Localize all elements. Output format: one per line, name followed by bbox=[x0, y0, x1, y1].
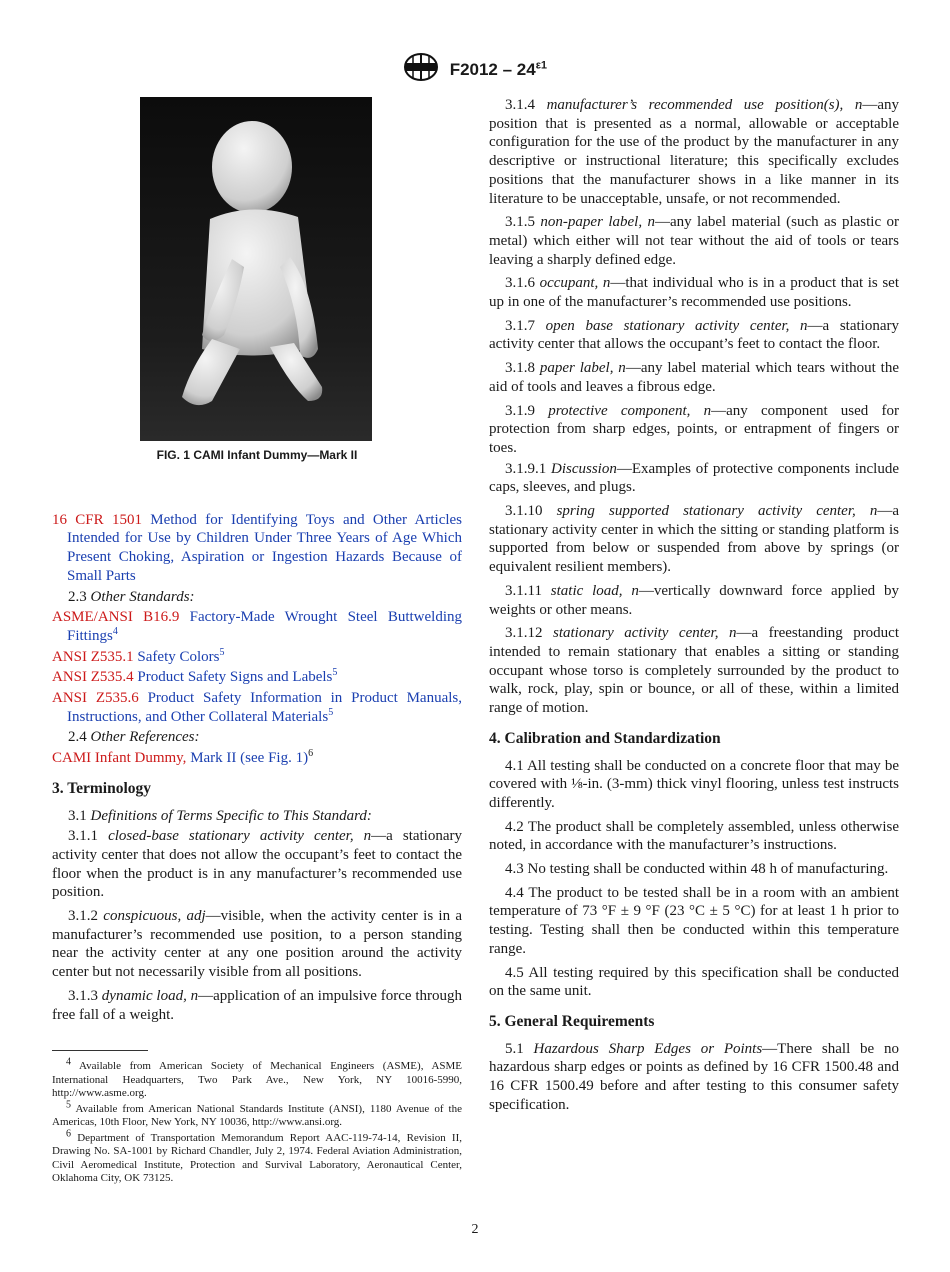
right-column bbox=[489, 96, 899, 1119]
section-heading-general-requirements: 5. General Requirements bbox=[489, 1012, 655, 1030]
definition-3-1-12: 3.1.12 stationary activity center, n—a freestanding product intended to remain stationary that enables a sitting or standing occupant whose torso is completely surrounded by the product to walk, rock, play, spin or bounce, or all of these, within a limited range of motion. bbox=[489, 625, 900, 717]
reference-link[interactable]: Product Safety Signs and Labels$^5$ bbox=[137, 667, 338, 686]
definition-3-1-10: 3.1.10 spring supported stationary activity center, n—a stationary activity center in which the sitting or standing platform is supported from below or suspended from above by springs (or equivalent resilient members). bbox=[489, 503, 900, 576]
footnote-5: $^5$ Available from American National Standards Institute (ANSI), 1180 Avenue of the Americas, 10th Floor, New York, NY 10036, http://www.ansi.org. bbox=[52, 1098, 462, 1128]
footnotes bbox=[52, 1050, 462, 1188]
reference-b16-9 bbox=[52, 608, 462, 645]
clause-4-1: 4.1 All testing shall be conducted on a concrete floor that may be covered with ⅛-in. (3-mm) thick vinyl flooring, unless test instructs differently. bbox=[489, 757, 899, 811]
definition-3-1-3: 3.1.3 dynamic load, n—application of an impulsive force through free fall of a weight. bbox=[52, 987, 463, 1023]
page-header bbox=[0, 52, 950, 87]
reference-link[interactable]: Factory-Made Wrought Steel Buttwelding Fittings$^4$ bbox=[67, 609, 463, 644]
clause-4-2: 4.2 The product shall be completely assembled, unless otherwise noted, in accordance with the manufacturer’s instructions. bbox=[489, 818, 899, 854]
definition-3-1-8: 3.1.8 paper label, n—any label material which tears without the aid of tools and leaves a fibrous edge. bbox=[489, 360, 899, 395]
reference-link[interactable]: Product Safety Information in Product Manuals, Instructions, and Other Collateral Materials$^5$ bbox=[67, 690, 463, 725]
definition-3-1-9: 3.1.9 protective component, n—any component used for protection from sharp edges, points, or entrapment of fingers or toes. bbox=[489, 402, 899, 456]
reference-link[interactable]: Mark II (see Fig. 1) bbox=[190, 750, 309, 767]
reference-cami: CAMI Infant Dummy, Mark II (see Fig. 1)$^6$ bbox=[52, 748, 314, 767]
reference-code[interactable]: ANSI Z535.6 bbox=[52, 690, 139, 707]
reference-code[interactable]: 16 CFR 1501 bbox=[52, 511, 142, 528]
reference-z535-4 bbox=[52, 668, 462, 687]
cami-infant-dummy-photo bbox=[140, 97, 372, 441]
reference-z535-6 bbox=[52, 689, 462, 726]
definition-3-1-9-1: 3.1.9.1 Discussion—Examples of protective components include caps, sleeves, and plugs. bbox=[489, 460, 899, 496]
section-heading-calibration: 4. Calibration and Standardization bbox=[489, 729, 721, 747]
reference-code[interactable]: CAMI Infant Dummy, bbox=[52, 750, 187, 767]
reference-16cfr1501 bbox=[52, 511, 462, 586]
definition-3-1-4: 3.1.4 manufacturer’s recommended use position(s), n—any position that is presented as a normal, allowable or acceptable configuration for the use of the product by the manufacturer in any descriptive or instructional literature; this specifically excludes positions that the manufacturer shows in a like manner in its literature to be unacceptable, unsafe, or not recommended. bbox=[489, 97, 900, 207]
reference-link[interactable]: Method for Identifying Toys and Other Articles Intended for Use by Children Under Three Years of Age Which Present Choking, Aspiration or Ingestion Hazards Because of Small Parts bbox=[67, 511, 463, 584]
reference-z535-1 bbox=[52, 648, 462, 667]
footnote-6: $^6$ Department of Transportation Memorandum Report AAC-119-74-14, Revision II, Drawing No. SA-1001 by Richard Chandler, July 2, 1974. Federal Aviation Administration, Civil Aeromedical Institute, Protection and Survival Laboratory, Aeronautical Center, Oklahoma City, OK 73125. bbox=[52, 1127, 463, 1184]
definition-3-1: 3.1 Definitions of Terms Specific to This Standard: bbox=[68, 807, 372, 824]
clause-5-1: 5.1 Hazardous Sharp Edges or Points—There shall be no hazardous sharp edges or points as defined by 16 CFR 1500.48 and 16 CFR 1500.49 before and after testing to this consumer safety specification. bbox=[489, 1040, 899, 1113]
section-heading-terminology: 3. Terminology bbox=[52, 779, 152, 797]
astm-logo-icon bbox=[403, 52, 439, 87]
definition-3-1-7: 3.1.7 open base stationary activity center, n—a stationary activity center that allows the occupant’s feet to contact the floor. bbox=[489, 317, 899, 353]
clause-4-3: 4.3 No testing shall be conducted within 48 h of manufacturing. bbox=[505, 861, 889, 878]
definition-3-1-6: 3.1.6 occupant, n—that individual who is in a product that is set up in one of the manufacturer’s recommended use positions. bbox=[489, 275, 900, 311]
page-number: 2 bbox=[471, 1222, 479, 1237]
left-column bbox=[52, 96, 462, 1029]
figure-caption: FIG. 1 CAMI Infant Dummy—Mark II bbox=[156, 448, 358, 462]
section-2-3: 2.3 Other Standards: bbox=[68, 588, 195, 605]
section-2-4: 2.4 Other References: bbox=[68, 729, 200, 746]
clause-4-4: 4.4 The product to be tested shall be in a room with an ambient temperature of 73 °F ± 9 °F (23 °C ± 5 °C) for at least 1 h prior to testing. Testing shall then be conducted within this temperature range. bbox=[489, 884, 899, 957]
definition-3-1-5: 3.1.5 non-paper label, n—any label material (such as plastic or metal) which either will not tear without the aid of tools or tears leaving a sharply defined edge. bbox=[489, 214, 900, 268]
standard-designation: $F2012 - 24^{\varepsilon 1}$ bbox=[449, 58, 548, 79]
definition-3-1-1: 3.1.1 closed-base stationary activity center, n—a stationary activity center that does not allow the occupant’s feet to contact the floor when the product is in any manufacturer’s recommended use position. bbox=[52, 828, 463, 901]
definition-3-1-2: 3.1.2 conspicuous, adj—visible, when the activity center is in a manufacturer’s recommended use position, to a person standing near the activity center at any one position around the activity center but not necessarily visible from all positions. bbox=[52, 908, 463, 981]
reference-code[interactable]: ANSI Z535.1 bbox=[52, 648, 134, 665]
reference-code[interactable]: ASME/ANSI B16.9 bbox=[52, 609, 180, 626]
footnote-4: $^4$ Available from American Society of Mechanical Engineers (ASME), ASME International Headquarters, Two Park Ave., New York, NY 10016-5990, http://www.asme.org. bbox=[52, 1056, 462, 1099]
clause-4-5: 4.5 All testing required by this specification shall be conducted on the same unit. bbox=[489, 964, 899, 1000]
reference-link[interactable]: Safety Colors$^5$ bbox=[137, 646, 225, 665]
footnote-divider bbox=[52, 1050, 148, 1051]
definition-3-1-11: 3.1.11 static load, n—vertically downward force applied by weights or other means. bbox=[489, 582, 899, 618]
reference-code[interactable]: ANSI Z535.4 bbox=[52, 669, 134, 686]
